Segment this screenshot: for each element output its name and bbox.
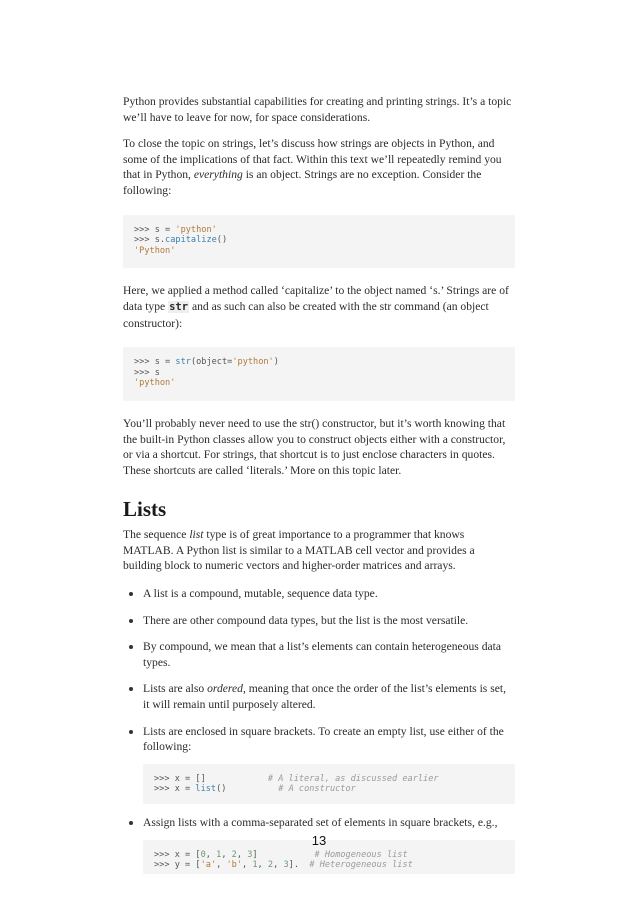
paragraph-text: You’ll probably never need to use the str() constructor, but it’s worth knowing that the built-in Python classes allow you to construct objects either with a constructor, or via a shortcut. For strings, that shortcut is to just enclose characters in quotes. These shortcuts are called ‘literals.’ More on this topic later. — [123, 416, 506, 477]
code-line: >>> x = list() # A constructor — [154, 784, 356, 795]
bullet-icon — [129, 592, 133, 596]
code-line: >>> x = [] # A literal, as discussed earlier — [154, 773, 439, 784]
paragraph-strings-objects — [123, 136, 515, 198]
list-item: Assign lists with a comma-separated set of elements in square brackets, e.g., >>> x = [0, 1, 2, 3] # Homogeneous list >>> y = ['a', 'b', 1, 2, 3]. # Heterogeneous list — [123, 815, 515, 874]
list-item: Lists are also ordered, meaning that once the order of the list’s elements is set, it will remain until purposely altered. — [123, 681, 515, 712]
code-line: >>> s = 'python' — [134, 224, 217, 235]
bullet-icon — [129, 687, 133, 691]
bullet-icon — [129, 619, 133, 623]
code-block-capitalize — [123, 215, 515, 269]
paragraph-literals — [123, 416, 515, 478]
bullet-list-lists — [123, 586, 515, 874]
list-item: A list is a compound, mutable, sequence data type. — [123, 586, 515, 602]
emphasis-text: list — [189, 528, 204, 542]
paragraph-lists-intro — [123, 527, 515, 574]
paragraph-text: is an object. Strings are no exception. Consider the following: — [123, 168, 482, 197]
emphasis-text: ordered — [207, 682, 243, 696]
code-line: 'Python' — [134, 245, 176, 256]
code-block-str-constructor — [123, 347, 515, 401]
paragraph-strings-capabilities — [123, 94, 515, 125]
paragraph-text: Here, we applied a method called ‘capitalize’ to the object named ‘s.’ Strings are of data type — [123, 284, 509, 313]
code-line: >>> s.capitalize() — [134, 235, 228, 246]
bullet-icon — [129, 645, 133, 649]
paragraph-text: The sequence — [123, 528, 190, 542]
page-number: 13 — [311, 833, 327, 848]
code-line: >>> s — [134, 367, 160, 378]
section-heading-lists: Lists — [123, 497, 167, 522]
inline-code-str: str — [169, 300, 189, 313]
paragraph-text: and as such can also be created with the str command (an object constructor): — [123, 299, 489, 330]
code-line: >>> x = [0, 1, 2, 3] # Homogeneous list — [154, 849, 408, 860]
code-line: >>> s = str(object='python') — [134, 357, 279, 368]
code-block-empty-list — [143, 764, 515, 804]
list-item: By compound, we mean that a list’s elements can contain heterogeneous data types. — [123, 639, 515, 670]
page-content — [123, 94, 515, 874]
list-item: There are other compound data types, but the list is the most versatile. — [123, 613, 515, 629]
bullet-icon — [129, 730, 133, 734]
code-line: >>> y = ['a', 'b', 1, 2, 3]. # Heterogeneous list — [154, 860, 413, 871]
paragraph-text: Python provides substantial capabilities for creating and printing strings. It’s a topic we’ll have to leave for now, for space considerations. — [123, 95, 512, 124]
paragraph-capitalize-explanation — [123, 283, 515, 331]
bullet-icon — [129, 821, 133, 825]
code-line: 'python' — [134, 378, 176, 389]
paragraph-text: type is of great importance to a programmer that knows MATLAB. A Python list is similar to a MATLAB cell vector and provides a building block to numeric vectors and higher-order matrices and arrays. — [123, 528, 475, 573]
list-item: Lists are enclosed in square brackets. To create an empty list, use either of the following: >>> x = [] # A literal, as discussed earlier >>> x = list() # A constructor — [123, 724, 515, 804]
paragraph-text: To close the topic on strings, let’s discuss how strings are objects in Python, and some of the implications of that fact. Within this text we’ll repeatedly remind you that in Python, — [123, 137, 502, 182]
emphasis-text: everything — [193, 168, 243, 182]
